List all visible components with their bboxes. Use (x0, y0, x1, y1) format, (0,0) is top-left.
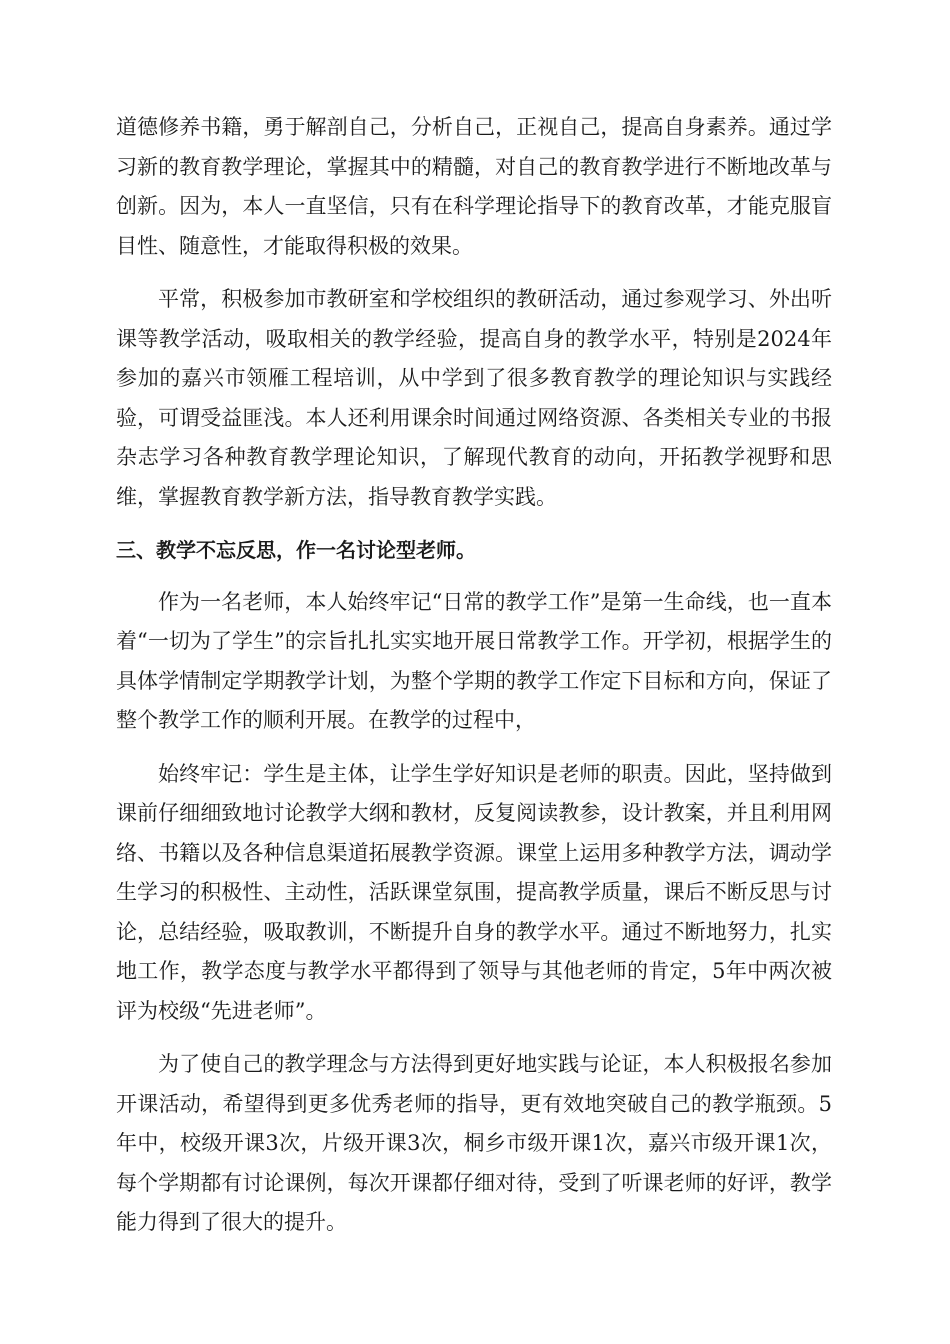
section-heading: 三、教学不忘反思，作一名讨论型老师。 (116, 538, 476, 562)
paragraph-open-lessons: 为了使自己的教学理念与方法得到更好地实践与论证，本人积极报名参加开课活动，希望得到更多优秀老师的指导，更有效地突破自己的教学瓶颈。5年中，校级开课3次，片级开课3次，桐乡市级开课1次，嘉兴市级开课1次，每个学期都有讨论课例，每次开课都仔细对待，受到了听课老师的好评，教学能力得到了很大的提升。 (116, 1052, 832, 1234)
paragraph-student-centered: 始终牢记：学生是主体，让学生学好知识是老师的职责。因此，坚持做到课前仔细细致地讨论教学大纲和教材，反复阅读教参，设计教案，并且利用网络、书籍以及各种信息渠道拓展教学资源。课堂上运用多种教学方法，调动学生学习的积极性、主动性，活跃课堂氛围，提高教学质量，课后不断反思与讨论，总结经验，吸取教训，不断提升自身的教学水平。通过不断地努力，扎实地工作，教学态度与教学水平都得到了领导与其他老师的肯定，5年中两次被评为校级“先进老师”。 (116, 761, 832, 1023)
paragraph-research-activities: 平常，积极参加市教研室和学校组织的教研活动，通过参观学习、外出听课等教学活动，吸取相关的教学经验，提高自身的教学水平，特别是2024年参加的嘉兴市领雁工程培训，从中学到了很多教育教学的理论知识与实践经验，可谓受益匪浅。本人还利用课余时间通过网络资源、各类相关专业的书报杂志学习各种教育教学理论知识，了解现代教育的动向，开拓教学视野和思维，掌握教育教学新方法，指导教育教学实践。 (116, 287, 832, 509)
paragraph-continued: 道德修养书籍，勇于解剖自己，分析自己，正视自己，提高自身素养。通过学习新的教育教学理论，掌握其中的精髓，对自己的教育教学进行不断地改革与创新。因为，本人一直坚信，只有在科学理论指导下的教育改革，才能克服盲目性、随意性，才能取得积极的效果。 (116, 115, 832, 258)
paragraph-daily-teaching: 作为一名老师，本人始终牢记“日常的教学工作”是第一生命线，也一直本着“一切为了学生”的宗旨扎扎实实地开展日常教学工作。开学初，根据学生的具体学情制定学期教学计划，为整个学期的教学工作定下目标和方向，保证了整个教学工作的顺利开展。在教学的过程中， (116, 589, 832, 732)
document-page (116, 108, 832, 1257)
